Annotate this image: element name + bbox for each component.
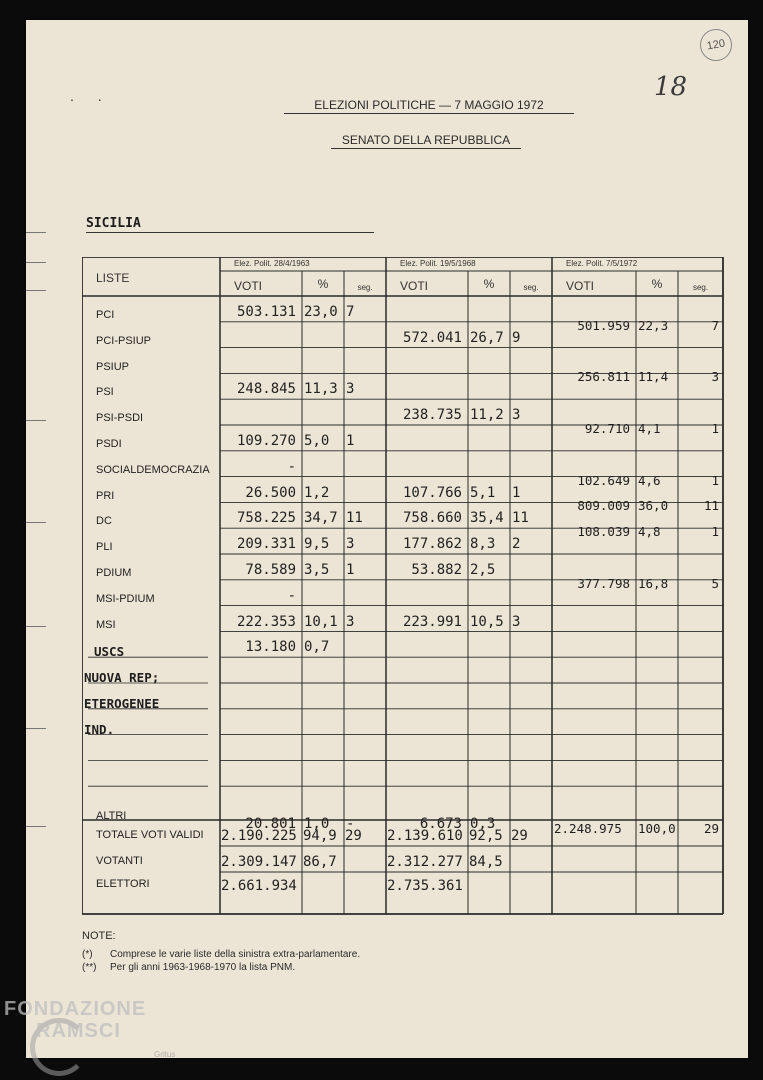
- cell-s68: 9: [512, 329, 521, 346]
- row-label: USCS: [94, 644, 125, 660]
- cell-s63: 3: [346, 381, 355, 398]
- left-margin-mark: [26, 626, 46, 627]
- cell-s72: 5: [711, 575, 719, 591]
- archive-number-circled: 120: [697, 26, 734, 63]
- note-2: [82, 962, 295, 973]
- note-1-text: Comprese le varie liste della sinistra extra-parlamentare.: [110, 949, 361, 960]
- row-label: PRI: [96, 489, 115, 502]
- cell-v68: 238.735: [402, 407, 462, 424]
- cell-p72: 22,3: [638, 317, 669, 333]
- cell-p72: 4,1: [638, 421, 661, 436]
- row-label: ALTRI: [96, 810, 127, 823]
- total-p63: 86,7: [303, 854, 337, 870]
- total-v63: 2.661.934: [221, 878, 297, 894]
- cell-v63: 222.353: [236, 613, 296, 630]
- cell-s63: 3: [346, 613, 355, 630]
- cell-v72: 809.009: [577, 498, 630, 514]
- cell-v63: -: [287, 458, 296, 475]
- cell-v63: 13.180: [245, 639, 296, 656]
- page-number: 18: [654, 72, 688, 102]
- cell-s63: -: [346, 816, 355, 833]
- note-2-text: Per gli anni 1963-1968-1970 la lista PNM.: [110, 962, 296, 973]
- cell-p63: 5,0: [304, 433, 330, 449]
- cell-p68: 0,3: [470, 816, 496, 833]
- cell-v63: 20.801: [245, 816, 296, 833]
- row-label: PSDI: [96, 438, 122, 450]
- cell-p68: 35,4: [470, 510, 504, 527]
- period-label: Elez. Polit. 19/5/1968: [400, 259, 476, 268]
- cell-s68: 3: [512, 407, 521, 424]
- cell-v63: 109.270: [236, 433, 296, 449]
- row-label: SOCIALDEMOCRAZIA: [96, 463, 210, 476]
- cell-p72: 4,8: [638, 524, 661, 540]
- left-margin-mark: [26, 826, 46, 827]
- cell-v72: 108.039: [577, 524, 630, 540]
- left-margin-mark: [26, 522, 46, 523]
- cell-s72: 7: [711, 317, 719, 333]
- notes-title: NOTE:: [82, 930, 116, 942]
- cell-p63: 34,7: [304, 510, 338, 527]
- cell-p63: 1,0: [304, 816, 330, 833]
- cell-s72: 3: [711, 369, 719, 385]
- row-label: PSI: [96, 386, 114, 399]
- total-s63: 29: [345, 828, 362, 844]
- period-label: Elez. Polit. 28/4/1963: [234, 259, 310, 268]
- voti-header: VOTI: [400, 279, 429, 293]
- cell-p72: 11,4: [638, 369, 669, 385]
- cell-p68: 5,1: [470, 484, 496, 501]
- row-label: DC: [96, 515, 112, 528]
- cell-v68: 6.673: [419, 816, 462, 833]
- cell-v63: 758.225: [236, 510, 296, 527]
- row-label: PLI: [96, 541, 113, 554]
- cell-p72: 16,8: [638, 575, 669, 591]
- total-s68: 29: [511, 828, 528, 844]
- document-page: [26, 20, 748, 1058]
- cell-p68: 26,7: [470, 329, 504, 346]
- cell-s68: 2: [512, 536, 521, 553]
- total-v63: 2.190.225: [221, 828, 297, 844]
- cell-p68: 10,5: [470, 613, 504, 630]
- region-label: SICILIA: [86, 216, 374, 233]
- cell-s63: 1: [346, 433, 355, 449]
- row-label: PCI-PSIUP: [96, 334, 152, 347]
- total-s72: 29: [703, 821, 719, 836]
- cell-v63: -: [287, 587, 296, 604]
- cell-v68: 223.991: [402, 613, 462, 630]
- corner-marks: . .: [70, 88, 112, 104]
- total-v68: 2.139.610: [387, 828, 463, 844]
- total-v72: 2.248.975: [554, 821, 622, 836]
- cell-v68: 572.041: [402, 329, 462, 346]
- total-v63: 2.309.147: [221, 854, 297, 870]
- cell-v72: 256.811: [577, 369, 630, 385]
- seg-header: seg.: [692, 283, 709, 292]
- cell-v72: 102.649: [577, 472, 630, 488]
- row-label: PCI: [96, 309, 115, 321]
- row-label: PDIUM: [96, 567, 132, 579]
- cell-s72: 1: [711, 421, 719, 436]
- voti-header: VOTI: [234, 279, 263, 293]
- cell-p68: 8,3: [470, 536, 496, 553]
- total-p72: 100,0: [638, 821, 676, 836]
- cell-p63: 9,5: [304, 536, 330, 553]
- cell-p72: 36,0: [638, 498, 669, 514]
- cell-v72: 92.710: [584, 421, 630, 436]
- liste-header: LISTE: [96, 271, 130, 285]
- left-margin-mark: [26, 290, 46, 291]
- total-p68: 92,5: [469, 828, 503, 844]
- cell-s72: 1: [711, 524, 719, 540]
- left-margin-mark: [26, 728, 46, 729]
- totals-label: VOTANTI: [96, 855, 143, 867]
- total-v68: 2.735.361: [387, 878, 463, 894]
- total-p63: 94,9: [303, 828, 337, 844]
- cell-v63: 248.845: [236, 381, 296, 398]
- voti-header: VOTI: [566, 279, 595, 293]
- seg-header: seg.: [357, 283, 373, 292]
- cell-s63: 1: [346, 562, 355, 578]
- cell-p68: 11,2: [470, 407, 504, 424]
- cell-p63: 0,7: [304, 639, 330, 656]
- watermark-small: Gritus: [154, 1050, 176, 1059]
- cell-s63: 3: [346, 536, 355, 553]
- cell-s68: 11: [512, 510, 529, 527]
- cell-v68: 53.882: [411, 562, 462, 578]
- total-p68: 84,5: [469, 854, 503, 870]
- cell-s72: 11: [703, 498, 719, 514]
- cell-p63: 11,3: [304, 381, 338, 398]
- left-margin-mark: [26, 420, 46, 421]
- pct-header: %: [317, 277, 329, 291]
- cell-v68: 758.660: [402, 510, 462, 527]
- cell-p63: 23,0: [304, 304, 338, 320]
- document-title: ELEZIONI POLITICHE — 7 MAGGIO 1972: [284, 98, 574, 114]
- row-label: IND.: [84, 721, 115, 737]
- left-margin-mark: [26, 262, 46, 263]
- cell-p63: 3,5: [304, 562, 330, 578]
- cell-s63: 7: [346, 304, 355, 320]
- cell-v68: 177.862: [402, 536, 462, 553]
- cell-v63: 209.331: [236, 536, 296, 553]
- row-label: ETEROGENEE: [84, 696, 160, 711]
- cell-p63: 1,2: [304, 484, 330, 501]
- cell-p68: 2,5: [470, 562, 496, 578]
- watermark-line-2: RAMSCI: [36, 1020, 121, 1042]
- row-label: NUOVA REP;: [84, 670, 160, 686]
- period-label: Elez. Polit. 7/5/1972: [566, 259, 638, 268]
- pct-header: %: [483, 277, 495, 291]
- note-1-mark: (*): [82, 949, 93, 960]
- row-label: PSIUP: [96, 360, 130, 373]
- cell-s68: 1: [512, 484, 521, 501]
- cell-s72: 1: [711, 472, 719, 488]
- seg-header: seg.: [523, 283, 539, 292]
- total-v68: 2.312.277: [387, 854, 463, 870]
- cell-p63: 10,1: [304, 613, 338, 630]
- totals-label: TOTALE VOTI VALIDI: [96, 829, 204, 841]
- row-label: MSI-PDIUM: [96, 592, 155, 605]
- totals-label: ELETTORI: [96, 878, 150, 890]
- document-subtitle: SENATO DELLA REPUBBLICA: [331, 133, 521, 149]
- cell-v72: 501.959: [577, 317, 630, 333]
- cell-v63: 26.500: [245, 484, 296, 501]
- cell-s68: 3: [512, 613, 521, 630]
- cell-p72: 4,6: [638, 472, 661, 488]
- cell-v72: 377.798: [577, 575, 630, 591]
- cell-v63: 78.589: [245, 562, 296, 578]
- note-2-mark: (**): [82, 962, 97, 973]
- watermark-line-1: FONDAZIONE: [4, 998, 147, 1020]
- note-1: [82, 949, 360, 960]
- row-label: PSI-PSDI: [96, 412, 144, 425]
- cell-v63: 503.131: [236, 304, 296, 320]
- row-label: MSI: [96, 618, 116, 631]
- cell-v68: 107.766: [402, 484, 462, 501]
- cell-s63: 11: [346, 510, 363, 527]
- left-margin-mark: [26, 232, 46, 233]
- pct-header: %: [651, 277, 663, 291]
